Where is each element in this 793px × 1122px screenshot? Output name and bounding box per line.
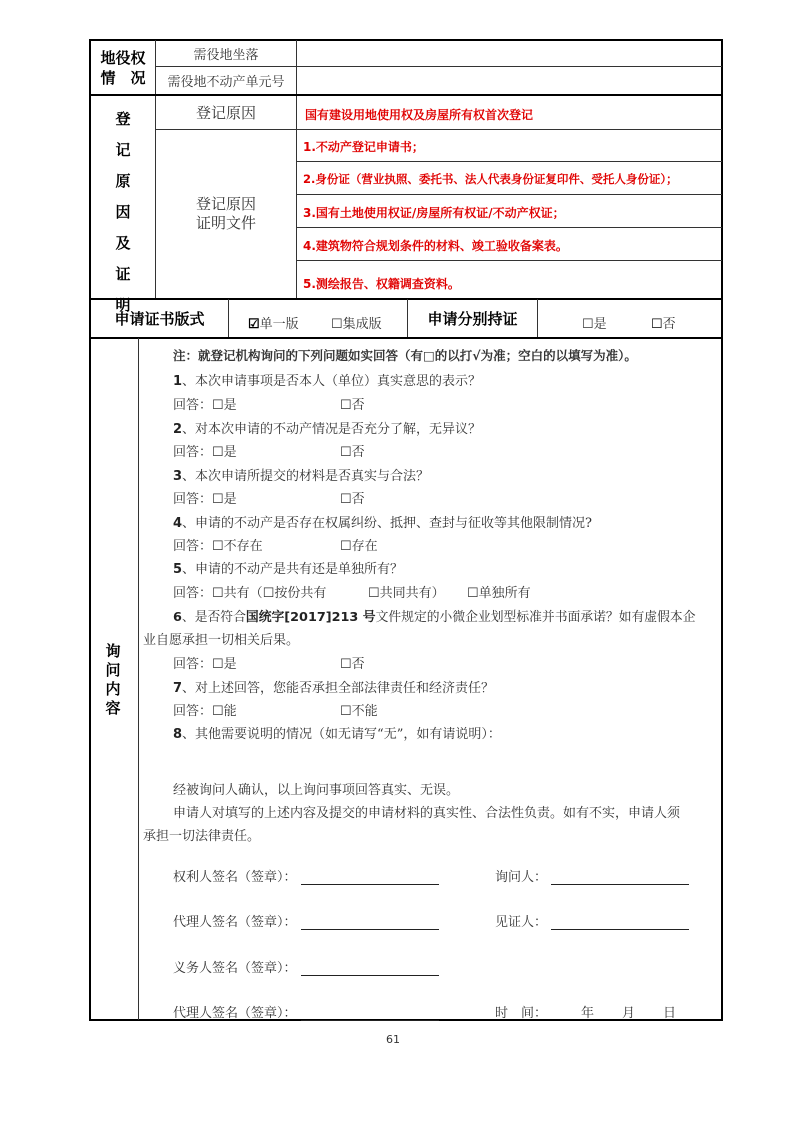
option-label: 不能	[351, 704, 378, 719]
question-number: 5	[173, 562, 183, 577]
checkbox-icon[interactable]: ☐	[212, 539, 224, 554]
option-label: 按份共有	[274, 586, 327, 601]
option-label: 否	[351, 445, 365, 460]
checkbox-checked-icon[interactable]: ☑	[248, 317, 260, 332]
reason-doc-item: 2.身份证（营业执照、委托书、法人代表身份证复印件、受托人身份证）；	[303, 172, 678, 186]
option-label: 否	[351, 492, 365, 507]
date-field[interactable]	[495, 1002, 676, 1021]
separate-certificate-label: 申请分别持证	[427, 310, 518, 328]
answer-prefix: 回答：	[173, 539, 213, 554]
easement-section-label	[91, 42, 155, 94]
signature-label: 义务人签名（签章）：	[173, 961, 297, 976]
dominant-land-location-label: 需役地坐落	[193, 48, 259, 63]
divider	[296, 161, 722, 162]
question-text: 、申请的不动产是共有还是单独所有？	[182, 562, 404, 577]
question-7	[173, 677, 494, 696]
option-label: 共同共有）	[379, 586, 445, 601]
month-label: 月	[622, 1006, 636, 1021]
option-label: 不存在	[223, 539, 263, 554]
question-4	[173, 512, 592, 531]
signature-label: 权利人签名（签章）：	[173, 870, 297, 885]
signature-line[interactable]	[301, 961, 439, 976]
signature-line[interactable]	[301, 1006, 439, 1021]
checkbox-icon[interactable]: ☐	[212, 704, 224, 719]
question-text: 、本次申请事项是否本人（单位）真实意思的表示？	[182, 374, 482, 389]
checkbox-icon[interactable]: ☐	[340, 539, 352, 554]
checkbox-icon[interactable]: ☐	[262, 586, 275, 601]
divider	[228, 299, 229, 337]
answer-prefix: 回答：	[173, 492, 213, 507]
signature-line[interactable]	[301, 870, 439, 885]
question-number: 2	[173, 422, 183, 437]
date-label: 时 间：	[495, 1006, 548, 1021]
question-3	[173, 465, 429, 484]
rights-holder-signature	[173, 866, 439, 885]
option-label: 否	[351, 398, 365, 413]
signature-line[interactable]	[301, 915, 439, 930]
question-number: 4	[173, 516, 183, 531]
question-text: 、对上述回答，您能否承担全部法律责任和经济责任？	[182, 681, 495, 696]
registration-reason-label: 登记原因	[195, 104, 256, 122]
option-label: 是	[223, 398, 237, 413]
answer-1-no	[340, 394, 365, 413]
question-number: 8	[173, 727, 183, 742]
divider	[138, 338, 139, 1020]
question-text: 、其他需要说明的情况（如无请写“无”，如有请说明）：	[182, 727, 501, 742]
answer-5-sole	[467, 582, 531, 601]
checkbox-icon[interactable]: ☐	[340, 657, 352, 672]
answer-4	[173, 535, 263, 554]
option-label: 单独所有	[478, 586, 531, 601]
responsibility-text-line2: 承担一切法律责任。	[143, 829, 261, 844]
other-remarks-field[interactable]	[173, 745, 713, 770]
divider	[537, 299, 538, 337]
signature-label: 见证人：	[495, 915, 548, 930]
vertical-char: 证	[115, 265, 131, 283]
question-2	[173, 418, 481, 437]
obligor-signature	[173, 957, 439, 976]
checkbox-icon[interactable]: ☐	[331, 317, 343, 332]
vertical-char: 因	[115, 203, 131, 221]
vertical-char: 记	[115, 141, 131, 159]
inquiry-section-label	[103, 642, 123, 718]
easement-label-line1: 地役权	[100, 49, 146, 67]
answer-2	[173, 441, 237, 460]
document-reference: 国统字[2017]213 号	[245, 610, 376, 625]
registration-reason-value[interactable]: 国有建设用地使用权及房屋所有权首次登记	[305, 108, 534, 122]
checkbox-icon[interactable]: ☐	[212, 657, 224, 672]
answer-6-no	[340, 653, 365, 672]
vertical-char: 及	[115, 234, 131, 252]
vertical-char: 内	[105, 680, 121, 698]
answer-5-joint	[368, 582, 445, 601]
witness-signature	[495, 911, 689, 930]
vertical-char: 容	[105, 699, 121, 717]
day-label: 日	[663, 1006, 677, 1021]
option-label: 是	[223, 445, 237, 460]
inquirer-signature	[495, 866, 689, 885]
question-text: 、申请的不动产是否存在权属纠纷、抵押、查封与征收等其他限制情况?	[182, 516, 593, 531]
responsibility-text: 申请人对填写的上述内容及提交的申请材料的真实性、合法性负责。如有不实，申请人须	[173, 806, 681, 821]
reason-docs-label-line1: 登记原因	[195, 195, 256, 213]
answer-3	[173, 488, 237, 507]
page-number: 61	[386, 1033, 400, 1046]
question-5	[173, 558, 403, 577]
signature-line[interactable]	[551, 915, 689, 930]
divider	[90, 337, 722, 339]
option-label: 是	[593, 317, 607, 332]
answer-5	[173, 582, 326, 601]
option-separate-no[interactable]	[651, 313, 676, 332]
reason-doc-item: 1.不动产登记申请书；	[303, 140, 424, 154]
question-8	[173, 723, 501, 742]
option-label: 是	[223, 492, 237, 507]
answer-prefix: 回答：	[173, 657, 213, 672]
dominant-land-unit-number-field[interactable]	[297, 67, 722, 94]
answer-prefix: 回答：	[173, 586, 213, 601]
reason-docs-label	[156, 130, 296, 298]
reason-section-label	[113, 104, 133, 321]
option-separate-yes[interactable]	[582, 313, 607, 332]
vertical-char: 原	[115, 172, 131, 190]
option-label: 能	[223, 704, 237, 719]
question-number: 3	[173, 469, 183, 484]
checkbox-icon[interactable]: ☐	[340, 445, 352, 460]
checkbox-icon[interactable]: ☐	[340, 492, 352, 507]
signature-label: 代理人签名（签章）：	[173, 915, 297, 930]
divider	[296, 260, 722, 261]
reason-doc-item: 5.测绘报告、权籍调查资料。	[303, 277, 460, 291]
certificate-format-label: 申请证书版式	[114, 310, 205, 328]
checkbox-icon[interactable]: ☐	[340, 398, 352, 413]
easement-label-line2: 情 况	[100, 69, 146, 87]
question-text: 文件规定的小微企业划型标准并书面承诺？如有虚假本企	[375, 610, 696, 625]
checkbox-icon[interactable]: ☐	[368, 586, 380, 601]
question-text: 、是否符合	[181, 610, 246, 625]
option-label: 单一版	[259, 317, 299, 332]
checkbox-icon[interactable]: ☐	[340, 704, 352, 719]
divider	[296, 194, 722, 195]
vertical-char: 问	[105, 661, 121, 679]
option-label: 存在	[351, 539, 378, 554]
answer-prefix: 回答：	[173, 445, 213, 460]
answer-prefix: 回答：	[173, 398, 213, 413]
inquiry-note: 注：就登记机构询问的下列问题如实回答（有□的以打√为准；空白的以填写为准）。	[173, 348, 637, 363]
year-label: 年	[581, 1006, 595, 1021]
checkbox-icon[interactable]: ☐	[212, 445, 224, 460]
answer-prefix: 回答：	[173, 704, 213, 719]
signature-line[interactable]	[551, 870, 689, 885]
signature-label: 询问人：	[495, 870, 548, 885]
option-label: 否	[351, 657, 365, 672]
question-text: 、本次申请所提交的材料是否真实与合法？	[182, 469, 430, 484]
question-number: 1	[173, 374, 183, 389]
question-1	[173, 370, 481, 389]
dominant-land-unit-number-label: 需役地不动产单元号	[167, 75, 285, 90]
dominant-land-location-field[interactable]	[297, 41, 722, 66]
option-label: 共有（	[223, 586, 263, 601]
checkbox-icon[interactable]: ☐	[212, 586, 224, 601]
answer-4-exists	[340, 535, 378, 554]
question-6	[173, 606, 695, 625]
option-label: 集成版	[342, 317, 382, 332]
question-text: 、对本次申请的不动产情况是否充分了解，无异议？	[182, 422, 482, 437]
reason-doc-item: 4.建筑物符合规划条件的材料、竣工验收备案表。	[303, 239, 568, 253]
divider	[296, 227, 722, 228]
option-label: 否	[662, 317, 676, 332]
vertical-char: 明	[115, 296, 131, 314]
question-number: 7	[173, 681, 183, 696]
vertical-char: 登	[115, 110, 131, 128]
answer-1	[173, 394, 237, 413]
checkbox-icon[interactable]: ☐	[467, 586, 479, 601]
checkbox-icon[interactable]: ☐	[651, 317, 663, 332]
answer-7-no	[340, 700, 378, 719]
question-6-line2: 业自愿承担一切相关后果。	[143, 633, 300, 648]
answer-6	[173, 653, 237, 672]
vertical-char: 询	[105, 642, 121, 660]
question-number: 6	[173, 610, 182, 625]
answer-7	[173, 700, 237, 719]
option-single-version[interactable]	[248, 313, 299, 332]
answer-2-no	[340, 441, 365, 460]
reason-doc-item: 3.国有土地使用权证/房屋所有权证/不动产权证；	[303, 206, 565, 220]
checkbox-icon[interactable]: ☐	[582, 317, 594, 332]
signature-label: 代理人签名（签章）：	[173, 1006, 297, 1021]
confirmation-text: 经被询问人确认，以上询问事项回答真实、无误。	[173, 783, 460, 798]
checkbox-icon[interactable]: ☐	[212, 398, 224, 413]
agent-signature-2	[173, 1002, 439, 1021]
option-label: 是	[223, 657, 237, 672]
answer-3-no	[340, 488, 365, 507]
reason-docs-label-line2: 证明文件	[195, 214, 256, 232]
option-integrated-version[interactable]	[331, 313, 382, 332]
agent-signature-1	[173, 911, 439, 930]
checkbox-icon[interactable]: ☐	[212, 492, 224, 507]
